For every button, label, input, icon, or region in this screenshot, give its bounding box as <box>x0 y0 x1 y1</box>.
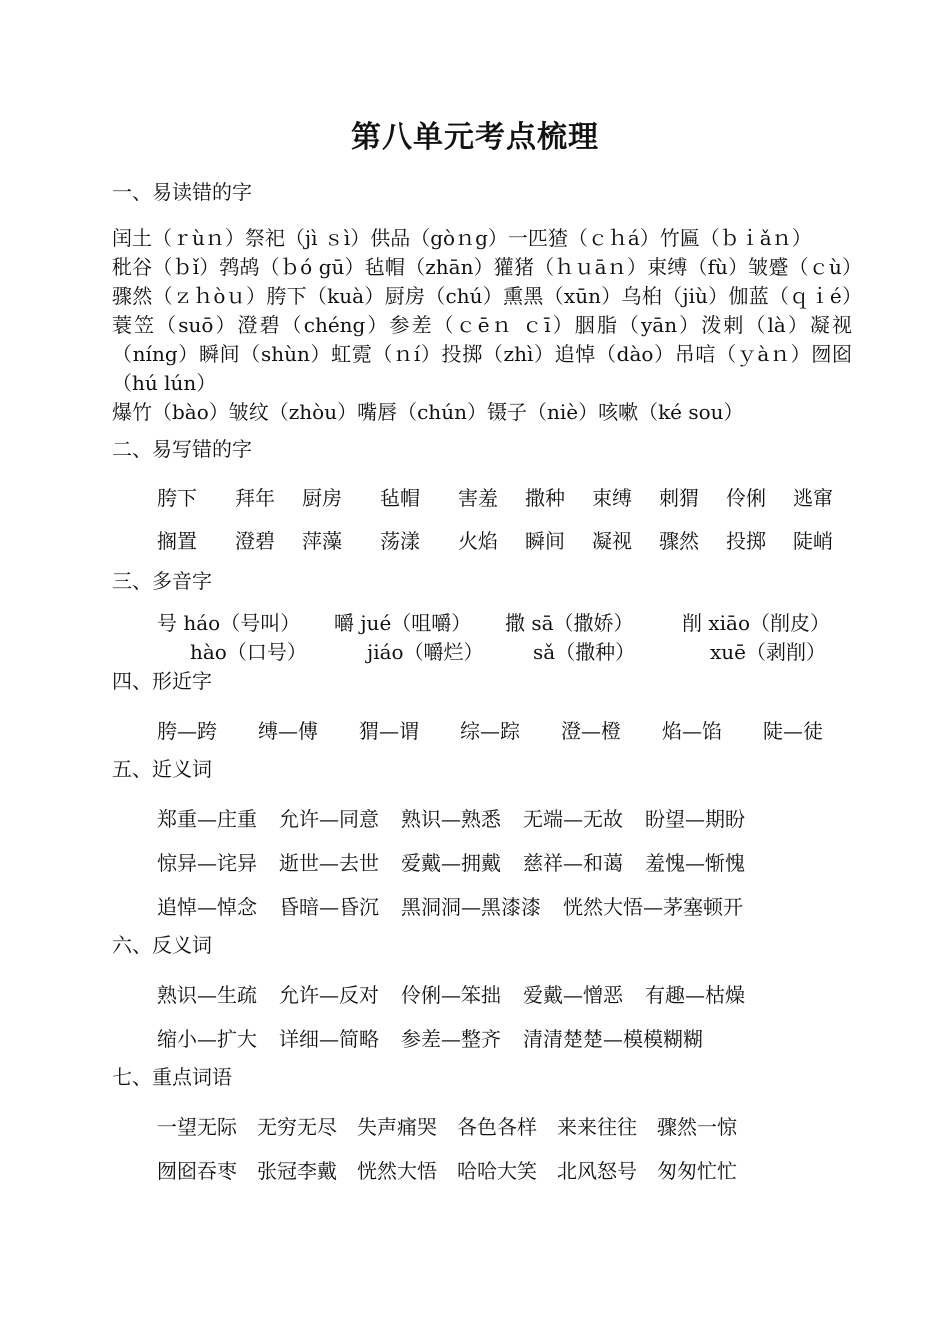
pinyin-paragraph: 闰土（ｒùｎ）祭祀（jì ｓì）供品（gòｎg）一匹猹（ｃｈá）竹匾（ｂｉǎｎ） <box>112 226 812 250</box>
key-phrase-row <box>112 1149 852 1193</box>
polyphone-reading: 撒 sā（撒娇） <box>505 611 634 635</box>
polyphone-reading: hào（口号） <box>190 640 307 664</box>
antonym-row <box>112 1017 852 1061</box>
antonym-pair: 伶俐—笨拙 <box>401 983 501 1007</box>
key-phrase: 北风怒号 <box>557 1159 637 1183</box>
synonym-pair: 郑重—庄重 <box>157 807 257 831</box>
section-heading-3: 三、多音字 <box>112 569 212 593</box>
word-item: 投掷 <box>726 529 766 553</box>
polyphone-reading: xuē（剥削） <box>710 640 826 664</box>
pinyin-list <box>112 224 852 427</box>
similar-char-pair: 缚—傅 <box>258 719 318 743</box>
key-phrase: 失声痛哭 <box>357 1115 437 1139</box>
section-heading-7: 七、重点词语 <box>112 1065 232 1089</box>
antonym-pair: 熟识—生疏 <box>157 983 257 1007</box>
word-item: 伶俐 <box>726 486 766 510</box>
key-phrase: 匆匆忙忙 <box>657 1159 737 1183</box>
key-phrase: 各色各样 <box>457 1115 537 1139</box>
synonym-row <box>112 885 852 929</box>
key-phrase: 囫囵吞枣 <box>157 1159 237 1183</box>
word-item: 瞬间 <box>525 529 565 553</box>
antonym-pair: 详细—简略 <box>279 1027 379 1051</box>
synonym-pair: 黑洞洞—黑漆漆 <box>401 895 541 919</box>
document-content <box>112 176 852 1193</box>
similar-char-pair: 澄—橙 <box>561 719 621 743</box>
synonym-pair: 允许—同意 <box>279 807 379 831</box>
polyphone-item <box>505 609 635 667</box>
polyphone-reading: jiáo（嚼烂） <box>367 640 484 664</box>
key-phrase-row <box>112 1105 852 1149</box>
word-item: 害羞 <box>458 486 498 510</box>
synonym-pair: 昏暗—昏沉 <box>279 895 379 919</box>
word-item: 澄碧 <box>235 529 275 553</box>
word-item: 厨房 <box>302 486 342 510</box>
word-item: 拜年 <box>235 486 275 510</box>
similar-char-pair: 猬—谓 <box>359 719 419 743</box>
word-item: 刺猬 <box>659 486 699 510</box>
synonym-pair: 惊异—诧异 <box>157 851 257 875</box>
word-item: 束缚 <box>592 486 632 510</box>
polyphone-list <box>112 609 852 665</box>
similar-char-pair: 陡—徒 <box>763 719 823 743</box>
synonym-pair: 熟识—熟悉 <box>401 807 501 831</box>
section-heading-2: 二、易写错的字 <box>112 437 252 461</box>
antonym-pair: 参差—整齐 <box>401 1027 501 1051</box>
word-item: 陡峭 <box>793 529 833 553</box>
synonym-pair: 无端—无故 <box>523 807 623 831</box>
word-row <box>112 520 852 563</box>
polyphone-reading: sǎ（撒种） <box>533 640 636 664</box>
section-heading-6: 六、反义词 <box>112 933 212 957</box>
antonym-pair: 允许—反对 <box>279 983 379 1007</box>
word-item: 萍藻 <box>302 529 342 553</box>
similar-char-row <box>112 709 852 753</box>
antonym-row <box>112 973 852 1017</box>
word-item: 凝视 <box>592 529 632 553</box>
word-item: 火焰 <box>458 529 498 553</box>
antonym-pair: 清清楚楚—模模糊糊 <box>523 1027 703 1051</box>
synonym-pair: 羞愧—惭愧 <box>645 851 745 875</box>
synonym-row <box>112 797 852 841</box>
synonym-pair: 慈祥—和蔼 <box>523 851 623 875</box>
word-item: 胯下 <box>157 486 197 510</box>
key-phrase: 骤然一惊 <box>657 1115 737 1139</box>
similar-char-pair: 焰—馅 <box>662 719 722 743</box>
polyphone-item <box>334 609 484 667</box>
synonym-row <box>112 841 852 885</box>
synonym-pair: 爱戴—拥戴 <box>401 851 501 875</box>
polyphone-item <box>682 609 830 667</box>
section-heading-4: 四、形近字 <box>112 669 212 693</box>
antonym-pair: 有趣—枯燥 <box>645 983 745 1007</box>
word-item: 骤然 <box>659 529 699 553</box>
polyphone-reading: 嚼 jué（咀嚼） <box>334 611 472 635</box>
synonym-pair: 逝世—去世 <box>279 851 379 875</box>
polyphone-reading: 削 xiāo（削皮） <box>682 611 830 635</box>
word-item: 逃窜 <box>793 486 833 510</box>
word-item: 撒种 <box>525 486 565 510</box>
section-heading-5: 五、近义词 <box>112 757 212 781</box>
key-phrase: 张冠李戴 <box>257 1159 337 1183</box>
word-item: 毡帽 <box>380 486 420 510</box>
key-phrase: 哈哈大笑 <box>457 1159 537 1183</box>
word-item: 搁置 <box>157 529 197 553</box>
synonym-pair: 追悼—悼念 <box>157 895 257 919</box>
page-title: 第八单元考点梳理 <box>351 120 599 155</box>
antonym-pair: 爱戴—憎恶 <box>523 983 623 1007</box>
key-phrase: 恍然大悟 <box>357 1159 437 1183</box>
polyphone-item <box>157 609 307 667</box>
section-heading-1: 一、易读错的字 <box>112 180 252 204</box>
pinyin-paragraph: 秕谷（ｂǐ）鹁鸪（ｂó gū）毡帽（zhān）獾猪（ｈｕāｎ）束缚（fù）皱蹙（ｃù）骤然（ｚｈòｕ）胯下（kuà）厨房（chú）熏黑（xūn）乌桕（jiù）伽蓝（ｑｉé）蓑笠（suō）澄碧（chéng）参差（ｃēｎ ｃī）胭脂（yān）泼剌（là）凝视（níng）瞬间（shùn）虹霓（ｎí）投掷（zhì）追悼（dào）吊唁（ｙàｎ）囫囵（hú lún） <box>112 255 852 395</box>
antonym-pair: 缩小—扩大 <box>157 1027 257 1051</box>
key-phrase: 来来往往 <box>557 1115 637 1139</box>
polyphone-reading: 号 háo（号叫） <box>157 611 301 635</box>
pinyin-paragraph: 爆竹（bào）皱纹（zhòu）嘴唇（chún）镊子（niè）咳嗽（ké sou） <box>112 400 744 424</box>
key-phrase: 一望无际 <box>157 1115 237 1139</box>
similar-char-pair: 胯—跨 <box>157 719 217 743</box>
word-item: 荡漾 <box>380 529 420 553</box>
similar-char-pair: 综—踪 <box>460 719 520 743</box>
key-phrase: 无穷无尽 <box>257 1115 337 1139</box>
synonym-pair: 盼望—期盼 <box>645 807 745 831</box>
synonym-pair: 恍然大悟—茅塞顿开 <box>563 895 743 919</box>
word-row <box>112 477 852 520</box>
